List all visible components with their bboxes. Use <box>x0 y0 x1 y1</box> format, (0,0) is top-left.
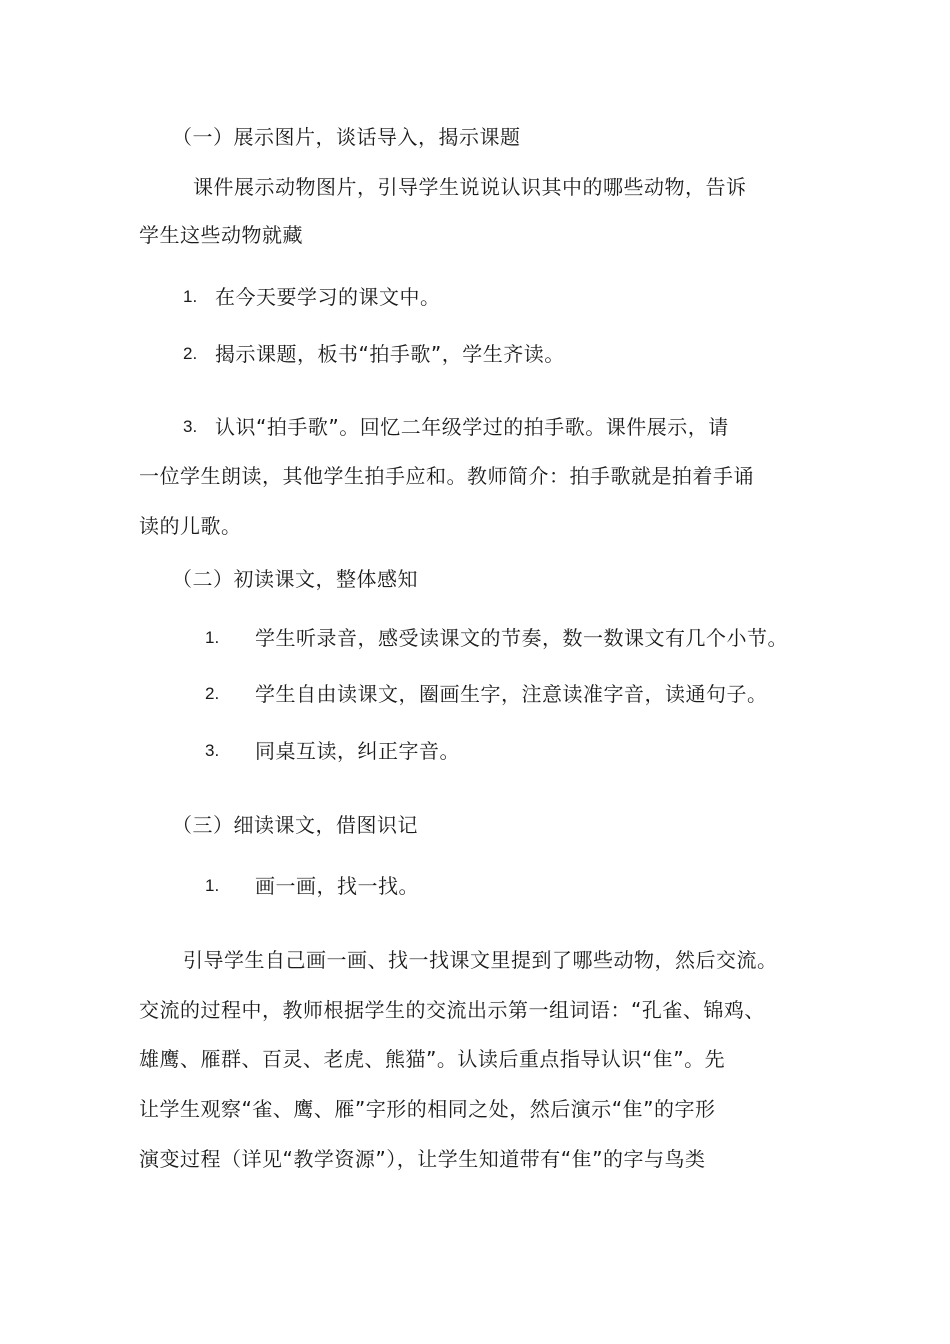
section-heading-2: （二）初读课文，整体感知 <box>172 567 418 591</box>
section-heading-1: （一）展示图片，谈话导入，揭示课题 <box>172 125 521 149</box>
list-item-number: 3. <box>183 417 198 436</box>
list-item-text: 同桌互读，纠正字音。 <box>255 739 460 763</box>
section-heading-3: （三）细读课文，借图识记 <box>172 813 418 837</box>
list-item-text: 学生听录音，感受读课文的节奏，数一数课文有几个小节。 <box>255 626 788 650</box>
list-item-number: 1. <box>205 876 220 895</box>
body-paragraph-line: 演变过程（详见“教学资源”），让学生知道带有“隹”的字与鸟类 <box>139 1147 706 1171</box>
list-item-number: 1. <box>183 287 198 306</box>
list-item-number: 3. <box>205 741 220 760</box>
body-paragraph-line: 让学生观察“雀、鹰、雁”字形的相同之处，然后演示“隹”的字形 <box>139 1097 716 1121</box>
intro-paragraph-line-1: 课件展示动物图片，引导学生说说认识其中的哪些动物，告诉 <box>193 175 747 199</box>
body-paragraph-line: 交流的过程中，教师根据学生的交流出示第一组词语：“孔雀、锦鸡、 <box>139 998 765 1022</box>
list-item-number: 2. <box>205 684 220 703</box>
body-paragraph-line: 引导学生自己画一画、找一找课文里提到了哪些动物，然后交流。 <box>183 948 778 972</box>
body-paragraph-line: 雄鹰、雁群、百灵、老虎、熊猫”。认读后重点指导认识“隹”。先 <box>139 1047 726 1071</box>
intro-paragraph-line-2: 学生这些动物就藏 <box>139 223 303 247</box>
list-item-text-continuation: 一位学生朗读，其他学生拍手应和。教师简介：拍手歌就是拍着手诵 <box>139 464 754 488</box>
list-item-text: 在今天要学习的课文中。 <box>215 285 441 309</box>
list-item-text-continuation: 读的儿歌。 <box>139 514 242 538</box>
list-item-text: 画一画，找一找。 <box>255 874 419 898</box>
list-item-number: 2. <box>183 344 198 363</box>
list-item-text: 学生自由读课文，圈画生字，注意读准字音，读通句子。 <box>255 682 768 706</box>
list-item-number: 1. <box>205 628 220 647</box>
list-item-text: 揭示课题，板书“拍手歌”，学生齐读。 <box>215 342 565 366</box>
list-item-text: 认识“拍手歌”。回忆二年级学过的拍手歌。课件展示，请 <box>215 415 729 439</box>
